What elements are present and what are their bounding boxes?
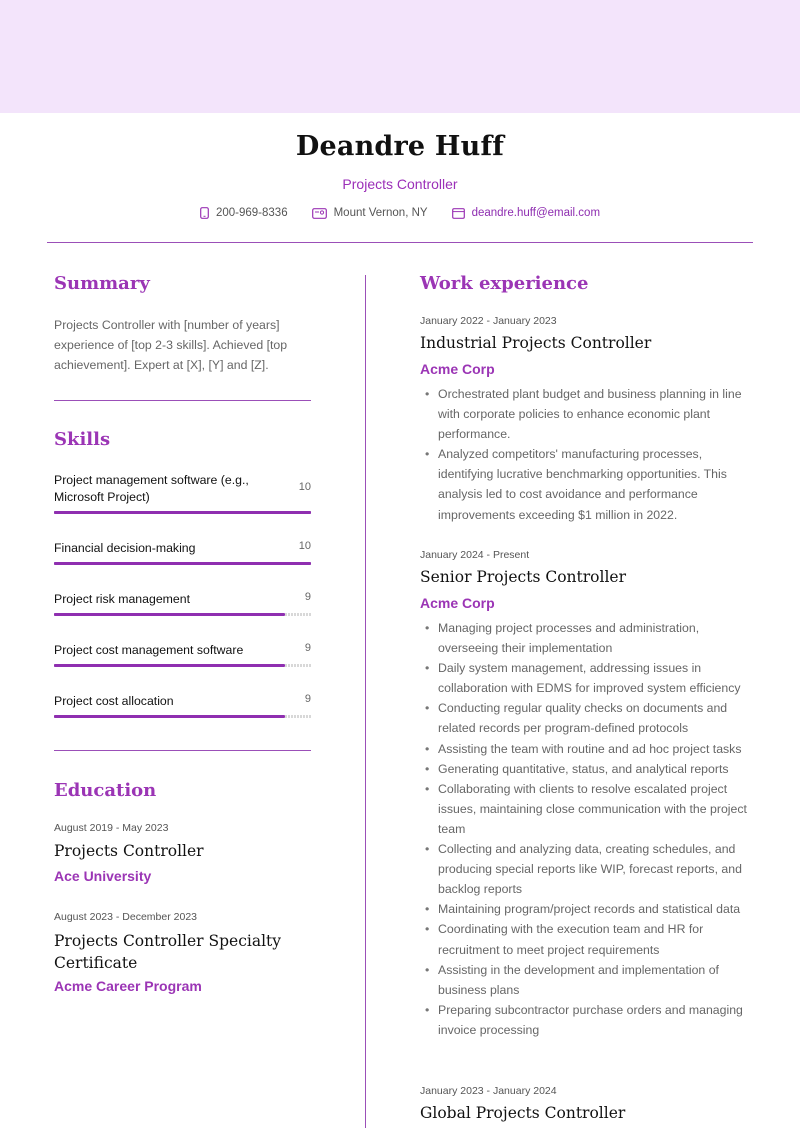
education-degree: Projects Controller — [54, 842, 204, 860]
job-company: Acme Corp — [420, 595, 495, 611]
skills-divider — [54, 750, 311, 751]
job-bullet: • Assisting in the development and implementation of business plans — [420, 960, 750, 1000]
job-dates: January 2024 - Present — [420, 549, 530, 561]
education-dates: August 2023 - December 2023 — [54, 911, 198, 923]
education-school: Acme Career Program — [54, 978, 202, 994]
contact-location — [312, 207, 428, 219]
location-text: Mount Vernon, NY — [333, 207, 428, 219]
job-bullet: • Preparing subcontractor purchase orders and managing invoice processing — [420, 1000, 750, 1040]
skill-score: 10 — [298, 481, 311, 493]
skill-bar-fill — [54, 664, 285, 667]
job-company: Acme Corp — [420, 361, 495, 377]
job-title: Industrial Projects Controller — [420, 334, 652, 352]
skill-name: Project cost allocation — [54, 694, 174, 708]
job-bullet: • Conducting regular quality checks on documents and related records per program-defined protocols — [420, 698, 750, 738]
skill-score: 9 — [304, 591, 311, 603]
job-dates: January 2023 - January 2024 — [420, 1085, 557, 1097]
skills-heading: Skills — [54, 429, 111, 450]
job-title: Global Projects Controller — [420, 1104, 626, 1122]
skill-bar — [54, 613, 311, 616]
skill-bar — [54, 562, 311, 565]
skill-bar-fill — [54, 511, 311, 514]
skill-name: Financial decision-making — [54, 541, 196, 555]
education-school: Ace University — [54, 868, 152, 884]
summary-divider — [54, 400, 311, 401]
job-bullet: • Coordinating with the execution team and HR for recruitment to meet project requirements — [420, 919, 750, 959]
skill-name: Project cost management software — [54, 643, 244, 657]
job-bullet: • Orchestrated plant budget and business planning in line with corporate policies to enhance economic plant performance. — [420, 384, 750, 444]
header-banner — [0, 0, 800, 113]
education-heading: Education — [54, 780, 157, 801]
job-bullet: • Maintaining program/project records and statistical data — [420, 899, 750, 919]
header-divider — [47, 242, 753, 243]
candidate-title: Projects Controller — [342, 176, 458, 192]
job-bullet: • Collaborating with clients to resolve escalated project issues, maintaining close communication with the project team — [420, 779, 750, 839]
education-dates: August 2019 - May 2023 — [54, 822, 169, 834]
skill-score: 10 — [298, 540, 311, 552]
email-link[interactable]: deandre.huff@email.com — [471, 207, 601, 219]
skill-bar-fill — [54, 562, 311, 565]
email-icon — [452, 208, 465, 219]
skill-score: 9 — [304, 642, 311, 654]
work-experience-heading: Work experience — [420, 273, 589, 294]
skill-bar — [54, 511, 311, 514]
candidate-name: Deandre Huff — [295, 131, 505, 162]
skill-bar-fill — [54, 715, 285, 718]
skill-item — [54, 693, 311, 710]
job-bullet: • Managing project processes and administration, overseeing their implementation — [420, 618, 750, 658]
skill-bar — [54, 715, 311, 718]
phone-text: 200-969-8336 — [215, 207, 288, 219]
job-title: Senior Projects Controller — [420, 568, 626, 586]
column-divider — [365, 275, 366, 1128]
summary-text: Projects Controller with [number of years] experience of [top 2-3 skills]. Achieved [top achievement]. Expert at [X], [Y] and [Z]. — [54, 318, 288, 372]
skill-bar — [54, 664, 311, 667]
skill-item — [54, 642, 311, 659]
education-degree: Projects Controller Specialty Certificate — [54, 932, 282, 972]
map-icon — [312, 208, 327, 219]
skill-item — [54, 591, 311, 608]
skill-item — [54, 540, 311, 557]
skill-item — [54, 472, 311, 506]
job-bullets — [420, 384, 750, 525]
phone-icon — [200, 207, 209, 219]
contact-bar — [0, 207, 800, 219]
job-bullets — [420, 618, 750, 1040]
skill-name: Project risk management — [54, 592, 191, 606]
contact-email[interactable] — [452, 207, 600, 219]
skill-bar-fill — [54, 613, 285, 616]
job-dates: January 2022 - January 2023 — [420, 315, 557, 327]
job-bullet: • Daily system management, addressing issues in collaboration with EDMS for improved system efficiency — [420, 658, 750, 698]
job-bullet: • Collecting and analyzing data, creating schedules, and producing special reports like WIP, forecast reports, and backlog reports — [420, 839, 750, 899]
skill-score: 9 — [304, 693, 311, 705]
job-bullet: • Assisting the team with routine and ad hoc project tasks — [420, 739, 750, 759]
job-bullet: • Generating quantitative, status, and analytical reports — [420, 759, 750, 779]
summary-heading: Summary — [54, 273, 150, 294]
job-bullet: • Analyzed competitors' manufacturing processes, identifying lucrative benchmarking opportunities. This analysis led to cost avoidance and performance improvements exceeding $1 million in 2022. — [420, 444, 750, 524]
contact-phone — [200, 207, 288, 219]
skill-name: Project management software (e.g., Microsoft Project) — [54, 473, 249, 504]
